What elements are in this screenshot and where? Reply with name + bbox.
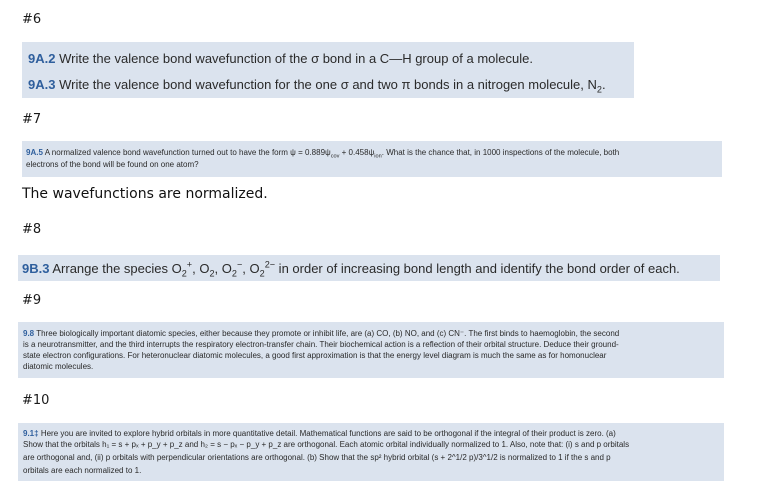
superscript: − xyxy=(236,259,243,270)
problem-box-9 xyxy=(18,322,724,378)
problem-9a5-line2: electrons of the bond will be found on one atom? xyxy=(26,160,199,169)
problem-text: in order of increasing bond length and identify the bond order of each. xyxy=(275,261,680,276)
problem-9-1-line3: are orthogonal and, (ii) p orbitals with perpendicular orientations are orthogonal. (b) Show that the sp² hybrid orbital (s + 2^1/2 p)/3^1/2 is normalized to 1 if the s and p xyxy=(23,453,611,462)
problem-text: . What is the chance that, in 1000 inspections of the molecule, both xyxy=(381,148,620,157)
problem-9a2 xyxy=(28,51,533,66)
separator: , xyxy=(192,261,200,276)
problem-number: 9A.3 xyxy=(28,77,56,92)
problem-box-8 xyxy=(18,255,720,281)
separator: , xyxy=(242,261,250,276)
subscript: 2 xyxy=(596,84,602,95)
subscript: 2 xyxy=(181,268,187,279)
problem-9a3 xyxy=(28,77,606,95)
problem-text: + 0.458ψ xyxy=(339,148,375,157)
problem-9-8-line3: state electron configurations. For heteronuclear diatomic molecules, a good first approximation is that the energy level diagram is much the same as for homonuclear xyxy=(23,351,607,360)
period: . xyxy=(601,77,606,92)
heading-7: #7 xyxy=(22,112,42,127)
problem-text: A normalized valence bond wavefunction turned out to have the form ψ = 0.889ψ xyxy=(44,148,331,157)
problem-text: Write the valence bond wavefunction for the one σ and two π bonds in a nitrogen molecule, N xyxy=(59,77,597,92)
problem-text: Write the valence bond wavefunction of the σ bond in a C—H group of a molecule. xyxy=(59,51,533,66)
subscript: 2 xyxy=(259,268,265,279)
subscript: 2 xyxy=(231,268,237,279)
problem-box-7 xyxy=(22,141,722,177)
problem-number: 9A.2 xyxy=(28,51,56,66)
problem-text: Arrange the species O xyxy=(52,261,182,276)
problem-number: 9.8 xyxy=(23,329,35,338)
problem-text: Three biologically important diatomic species, either because they promote or inhibit life, are (a) CO, (b) NO, and (c) CN⁻. The first binds to haemoglobin, the second xyxy=(36,329,620,338)
problem-9-8-line4: diatomic molecules. xyxy=(23,362,94,371)
heading-8: #8 xyxy=(22,222,42,237)
separator: , xyxy=(214,261,222,276)
problem-9-1-line4: orbitals are each normalized to 1. xyxy=(23,466,142,475)
superscript: + xyxy=(186,259,193,270)
superscript: 2− xyxy=(264,259,276,270)
problem-box-10 xyxy=(18,423,724,481)
subscript: 2 xyxy=(209,268,215,279)
problem-9-1-line2: Show that the orbitals h₁ = s + pₓ + p_y + p_z and h₂ = s − pₓ − p_y + p_z are orthogonal. Each atomic orbital individually normalized to 1. Also, note that: (i) s and p orbitals xyxy=(23,440,630,449)
problem-9-8-line2: is a neurotransmitter, and the third interrupts the respiratory electron-transfer chain. Their biochemical action is a reflection of their orbital structure. Deduce their ground- xyxy=(23,340,619,349)
problem-9a5-line1 xyxy=(26,147,619,159)
problem-text: Here you are invited to explore hybrid orbitals in more quantitative detail. Mathematical functions are said to be orthogonal if the integral of their product is zero. (a) xyxy=(40,429,616,438)
heading-10: #10 xyxy=(22,393,50,408)
heading-6: #6 xyxy=(22,12,42,27)
problem-box-6 xyxy=(22,42,634,98)
problem-number: 9B.3 xyxy=(22,261,50,276)
heading-9: #9 xyxy=(22,293,42,308)
problem-9-1-line1 xyxy=(23,428,616,439)
note-text: The wavefunctions are normalized. xyxy=(22,186,268,202)
problem-number: 9A.5 xyxy=(26,148,43,157)
problem-number: 9.1‡ xyxy=(23,429,39,438)
problem-9b3: 9B.3 Arrange the species $O_2^+$, $O_2$, $O_2^-$, $O_2^{2-}$ in order of increasing bond length and identify the bond order of each. xyxy=(22,259,680,279)
subscript: ion xyxy=(374,153,382,160)
problem-9-8-line1 xyxy=(23,328,619,339)
subscript: cov xyxy=(330,153,340,160)
